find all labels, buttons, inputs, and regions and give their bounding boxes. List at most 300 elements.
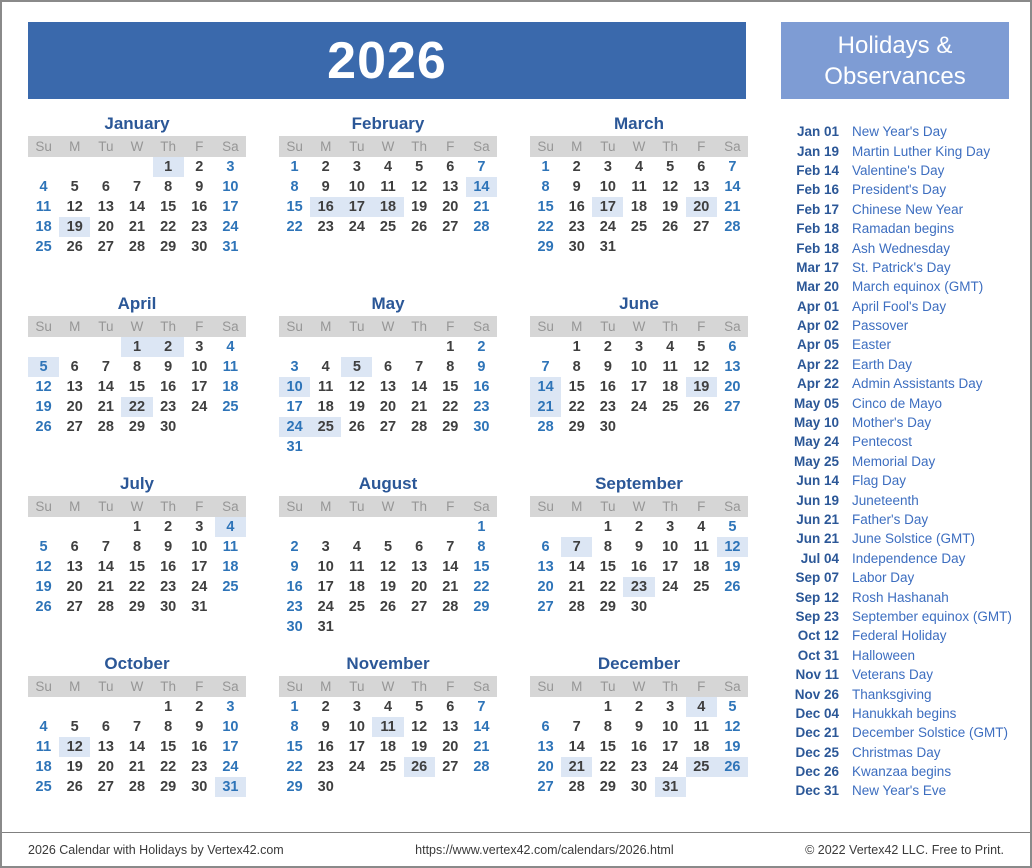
weekday-header-su: Su xyxy=(35,319,52,334)
day-july-23: 23 xyxy=(160,579,177,595)
day-september-14: 14 xyxy=(568,559,585,575)
holiday-row xyxy=(792,200,1022,219)
empty-cell xyxy=(686,777,717,797)
weekday-header-su: Su xyxy=(286,499,303,514)
footer-copyright: © 2022 Vertex42 LLC. Free to Print. xyxy=(805,842,1004,857)
holiday-row xyxy=(792,297,1022,316)
day-february-26: 26 xyxy=(411,219,428,235)
empty-cell xyxy=(310,337,341,357)
day-march-24: 24 xyxy=(599,219,616,235)
day-march-30: 30 xyxy=(568,239,585,255)
weekday-header-m: M xyxy=(320,319,332,334)
holiday-name: December Solstice (GMT) xyxy=(852,725,1009,741)
day-february-24: 24 xyxy=(348,219,365,235)
day-august-22: 22 xyxy=(473,579,490,595)
weekday-header-sa: Sa xyxy=(222,679,239,694)
day-september-9: 9 xyxy=(634,539,644,555)
day-may-16: 16 xyxy=(473,379,490,395)
week-row xyxy=(530,737,748,757)
day-february-17: 17 xyxy=(341,197,372,217)
day-june-4: 4 xyxy=(666,339,675,355)
day-august-5: 5 xyxy=(383,539,393,555)
day-february-8: 8 xyxy=(290,179,299,195)
weekday-header-row xyxy=(530,496,748,517)
empty-cell xyxy=(717,417,748,437)
day-october-12: 12 xyxy=(59,737,90,757)
day-april-9: 9 xyxy=(164,359,173,375)
weekday-header-f: F xyxy=(697,679,706,694)
day-july-15: 15 xyxy=(128,559,146,575)
holiday-date: Apr 22 xyxy=(796,356,839,372)
holiday-row xyxy=(792,568,1022,587)
day-february-21: 21 xyxy=(473,199,490,215)
day-september-27: 27 xyxy=(537,599,554,615)
day-january-18: 18 xyxy=(35,219,52,235)
day-december-1: 1 xyxy=(603,699,612,715)
holiday-name: Veterans Day xyxy=(852,667,934,683)
empty-cell xyxy=(623,417,654,437)
year-title: 2026 xyxy=(327,31,447,90)
week-row xyxy=(279,617,497,637)
empty-cell xyxy=(372,617,403,637)
day-january-30: 30 xyxy=(191,239,208,255)
day-november-18: 18 xyxy=(379,739,397,755)
empty-cell xyxy=(59,157,90,177)
day-december-16: 16 xyxy=(630,739,648,755)
weekday-header-f: F xyxy=(446,319,455,334)
weekday-header-w: W xyxy=(130,139,144,154)
day-july-10: 10 xyxy=(191,539,208,555)
day-march-4: 4 xyxy=(634,159,644,175)
holiday-date: Dec 21 xyxy=(795,725,839,741)
holiday-date: Apr 02 xyxy=(796,318,839,334)
week-row xyxy=(279,517,497,537)
day-february-7: 7 xyxy=(477,159,486,175)
day-april-12: 12 xyxy=(35,379,52,395)
holiday-row xyxy=(792,258,1022,277)
day-february-11: 11 xyxy=(380,179,396,195)
week-row xyxy=(28,337,246,357)
weekday-header-sa: Sa xyxy=(222,319,239,334)
week-row xyxy=(279,337,497,357)
holiday-date: Mar 17 xyxy=(796,259,839,275)
day-october-21: 21 xyxy=(128,759,146,775)
day-september-17: 17 xyxy=(662,559,679,575)
day-january-7: 7 xyxy=(132,179,142,195)
day-november-11: 11 xyxy=(372,717,403,737)
day-april-20: 20 xyxy=(66,399,83,415)
weekday-header-sa: Sa xyxy=(473,679,490,694)
day-november-15: 15 xyxy=(286,739,303,755)
day-july-25: 25 xyxy=(222,579,239,595)
holiday-row xyxy=(792,723,1022,742)
week-row xyxy=(28,397,246,417)
empty-cell xyxy=(59,697,90,717)
empty-cell xyxy=(372,337,403,357)
holiday-name: Father's Day xyxy=(852,512,929,527)
day-december-23: 23 xyxy=(630,759,648,775)
day-march-20: 20 xyxy=(686,197,717,217)
weekday-header-w: W xyxy=(381,139,395,154)
day-january-5: 5 xyxy=(70,179,79,195)
day-january-6: 6 xyxy=(101,179,110,195)
week-row xyxy=(530,757,748,777)
week-row xyxy=(279,697,497,717)
day-march-26: 26 xyxy=(662,219,679,235)
weekday-header-row xyxy=(279,136,497,157)
day-february-28: 28 xyxy=(473,219,490,235)
holiday-name: Thanksgiving xyxy=(852,686,932,702)
day-may-24: 24 xyxy=(279,417,310,437)
holiday-row xyxy=(792,374,1022,393)
day-september-20: 20 xyxy=(537,579,554,595)
empty-cell xyxy=(121,157,152,177)
holiday-date: Feb 18 xyxy=(796,240,839,256)
day-may-21: 21 xyxy=(411,399,428,415)
weekday-header-su: Su xyxy=(286,319,303,334)
day-september-8: 8 xyxy=(603,539,612,555)
month-april xyxy=(28,294,246,474)
weekday-header-tu: Tu xyxy=(600,139,616,154)
day-september-13: 13 xyxy=(537,559,554,575)
year-banner xyxy=(28,22,746,99)
weekday-header-m: M xyxy=(69,679,81,694)
day-march-21: 21 xyxy=(724,199,741,215)
footer-url: https://www.vertex42.com/calendars/2026.html xyxy=(415,842,674,857)
day-july-28: 28 xyxy=(97,599,114,615)
weekday-header-m: M xyxy=(69,139,81,154)
weekday-header-th: Th xyxy=(160,499,177,514)
empty-cell xyxy=(686,597,717,617)
day-august-27: 27 xyxy=(411,599,428,615)
day-may-8: 8 xyxy=(446,359,455,375)
week-row xyxy=(28,177,246,197)
weekday-header-tu: Tu xyxy=(98,499,114,514)
day-february-20: 20 xyxy=(442,199,459,215)
footer-attribution: 2026 Calendar with Holidays by Vertex42.com xyxy=(28,842,284,857)
week-row xyxy=(530,517,748,537)
holiday-name: Passover xyxy=(852,318,909,334)
day-august-14: 14 xyxy=(442,559,459,575)
week-row xyxy=(530,697,748,717)
day-november-8: 8 xyxy=(290,719,299,735)
day-october-5: 5 xyxy=(70,719,79,735)
holiday-name: Mother's Day xyxy=(852,415,932,431)
holiday-name: Memorial Day xyxy=(852,453,936,469)
empty-cell xyxy=(655,237,686,257)
week-row xyxy=(530,237,748,257)
day-august-2: 2 xyxy=(290,539,299,555)
holiday-name: Independence Day xyxy=(852,550,966,566)
empty-cell xyxy=(530,337,561,357)
day-may-25: 25 xyxy=(310,417,341,437)
day-june-26: 26 xyxy=(693,399,710,415)
week-row xyxy=(279,717,497,737)
day-march-14: 14 xyxy=(724,179,741,195)
day-october-3: 3 xyxy=(226,699,235,715)
day-october-16: 16 xyxy=(191,739,208,755)
month-title: June xyxy=(619,294,659,313)
day-february-6: 6 xyxy=(446,159,455,175)
day-may-20: 20 xyxy=(379,399,397,415)
month-june xyxy=(530,294,748,474)
weekday-header-row xyxy=(28,496,246,517)
day-march-23: 23 xyxy=(568,219,585,235)
day-october-11: 11 xyxy=(35,739,52,755)
week-row xyxy=(530,557,748,577)
holiday-date: Oct 31 xyxy=(797,647,839,663)
week-row xyxy=(28,377,246,397)
day-november-9: 9 xyxy=(321,719,330,735)
weekday-header-th: Th xyxy=(662,679,679,694)
holidays-observances-header xyxy=(781,22,1009,99)
day-november-20: 20 xyxy=(442,739,459,755)
week-row xyxy=(28,557,246,577)
day-november-2: 2 xyxy=(321,699,330,715)
week-row xyxy=(530,177,748,197)
day-march-10: 10 xyxy=(599,179,616,195)
day-december-21: 21 xyxy=(561,757,592,777)
day-july-4: 4 xyxy=(215,517,246,537)
empty-cell xyxy=(717,597,748,617)
day-october-18: 18 xyxy=(35,759,52,775)
day-february-4: 4 xyxy=(383,159,393,175)
week-row xyxy=(279,537,497,557)
day-october-24: 24 xyxy=(222,759,239,775)
weekday-header-su: Su xyxy=(35,679,52,694)
day-november-19: 19 xyxy=(411,739,428,755)
week-row xyxy=(530,157,748,177)
empty-cell xyxy=(279,517,310,537)
day-april-8: 8 xyxy=(132,359,142,375)
empty-cell xyxy=(404,617,435,637)
weekday-header-f: F xyxy=(697,139,706,154)
day-july-3: 3 xyxy=(195,519,204,535)
week-row xyxy=(530,397,748,417)
holiday-row xyxy=(792,665,1022,684)
holiday-name: Christmas Day xyxy=(852,744,941,760)
day-october-19: 19 xyxy=(66,759,83,775)
weekday-header-f: F xyxy=(195,499,204,514)
day-august-6: 6 xyxy=(415,539,424,555)
month-title: September xyxy=(595,474,683,493)
day-july-12: 12 xyxy=(35,559,52,575)
day-november-4: 4 xyxy=(383,699,393,715)
holiday-name: Halloween xyxy=(852,647,916,663)
week-row xyxy=(28,237,246,257)
day-august-15: 15 xyxy=(473,559,490,575)
day-september-26: 26 xyxy=(724,579,741,595)
day-june-30: 30 xyxy=(599,419,616,435)
day-november-22: 22 xyxy=(286,759,303,775)
day-march-18: 18 xyxy=(630,199,648,215)
holiday-name: Admin Assistants Day xyxy=(852,376,983,392)
empty-cell xyxy=(121,697,152,717)
empty-cell xyxy=(623,237,654,257)
day-november-24: 24 xyxy=(348,759,365,775)
day-february-5: 5 xyxy=(415,159,424,175)
day-january-9: 9 xyxy=(195,179,204,195)
day-may-13: 13 xyxy=(379,379,397,395)
holiday-date: Oct 12 xyxy=(797,628,839,644)
day-may-1: 1 xyxy=(446,339,455,355)
day-november-16: 16 xyxy=(317,739,334,755)
day-october-9: 9 xyxy=(195,719,204,735)
week-row xyxy=(530,337,748,357)
footer xyxy=(2,832,1030,866)
day-november-26: 26 xyxy=(404,757,435,777)
week-row xyxy=(28,597,246,617)
day-may-31: 31 xyxy=(286,439,303,455)
holiday-row xyxy=(792,219,1022,238)
day-january-28: 28 xyxy=(128,239,146,255)
day-march-13: 13 xyxy=(693,179,710,195)
day-september-3: 3 xyxy=(666,519,675,535)
day-may-27: 27 xyxy=(379,419,397,435)
day-september-10: 10 xyxy=(662,539,679,555)
weekday-header-row xyxy=(279,676,497,697)
empty-cell xyxy=(341,617,372,637)
day-january-14: 14 xyxy=(128,199,146,215)
weekday-header-row xyxy=(28,676,246,697)
day-june-14: 14 xyxy=(530,377,561,397)
day-january-8: 8 xyxy=(164,179,173,195)
day-october-17: 17 xyxy=(222,739,239,755)
holiday-row xyxy=(792,238,1022,257)
day-may-12: 12 xyxy=(348,379,365,395)
empty-cell xyxy=(341,437,372,457)
day-february-18: 18 xyxy=(372,197,403,217)
day-march-28: 28 xyxy=(724,219,741,235)
week-row xyxy=(279,557,497,577)
holiday-date: Nov 11 xyxy=(795,667,839,683)
holiday-row xyxy=(792,122,1022,141)
day-january-27: 27 xyxy=(97,239,114,255)
day-october-15: 15 xyxy=(160,739,177,755)
day-august-8: 8 xyxy=(477,539,486,555)
day-april-27: 27 xyxy=(66,419,83,435)
day-july-24: 24 xyxy=(191,579,208,595)
day-november-21: 21 xyxy=(473,739,490,755)
day-january-31: 31 xyxy=(222,239,239,255)
day-january-24: 24 xyxy=(222,219,239,235)
month-title: April xyxy=(117,294,157,313)
day-september-4: 4 xyxy=(697,519,706,535)
holiday-name: April Fool's Day xyxy=(852,298,947,314)
day-november-27: 27 xyxy=(442,759,459,775)
day-july-9: 9 xyxy=(164,539,173,555)
day-october-6: 6 xyxy=(101,719,110,735)
day-june-12: 12 xyxy=(693,359,710,375)
weekday-header-sa: Sa xyxy=(724,499,741,514)
empty-cell xyxy=(372,437,403,457)
weekday-header-th: Th xyxy=(411,139,428,154)
day-july-14: 14 xyxy=(97,559,114,575)
holiday-date: Jun 14 xyxy=(796,473,839,489)
holiday-name: Juneteenth xyxy=(852,492,919,508)
day-january-12: 12 xyxy=(66,199,83,215)
day-october-10: 10 xyxy=(222,719,239,735)
day-september-6: 6 xyxy=(541,539,550,555)
day-march-29: 29 xyxy=(537,239,554,255)
week-row xyxy=(530,537,748,557)
day-january-25: 25 xyxy=(35,239,52,255)
weekday-header-w: W xyxy=(632,319,646,334)
weekday-header-sa: Sa xyxy=(473,499,490,514)
week-row xyxy=(28,417,246,437)
empty-cell xyxy=(717,237,748,257)
weekday-header-su: Su xyxy=(35,139,52,154)
day-august-9: 9 xyxy=(290,559,299,575)
day-july-30: 30 xyxy=(160,599,177,615)
day-march-1: 1 xyxy=(541,159,550,175)
day-june-20: 20 xyxy=(724,379,741,395)
day-july-26: 26 xyxy=(35,599,52,615)
day-march-15: 15 xyxy=(537,199,554,215)
empty-cell xyxy=(404,437,435,457)
weekday-header-f: F xyxy=(195,679,204,694)
day-june-2: 2 xyxy=(603,339,612,355)
holiday-row xyxy=(792,452,1022,471)
day-april-11: 11 xyxy=(222,359,239,375)
empty-cell xyxy=(59,517,90,537)
day-june-7: 7 xyxy=(541,359,550,375)
day-january-15: 15 xyxy=(160,199,177,215)
day-june-3: 3 xyxy=(634,339,644,355)
day-december-31: 31 xyxy=(655,777,686,797)
day-february-23: 23 xyxy=(317,219,334,235)
weekday-header-th: Th xyxy=(662,139,679,154)
day-july-19: 19 xyxy=(35,579,52,595)
holiday-date: Dec 31 xyxy=(795,783,839,799)
week-row xyxy=(530,377,748,397)
day-october-30: 30 xyxy=(191,779,208,795)
day-may-19: 19 xyxy=(348,399,365,415)
weekday-header-sa: Sa xyxy=(222,139,239,154)
holiday-row xyxy=(792,684,1022,703)
week-row xyxy=(279,157,497,177)
day-january-16: 16 xyxy=(191,199,208,215)
day-october-2: 2 xyxy=(195,699,204,715)
day-december-12: 12 xyxy=(724,719,741,735)
month-title: November xyxy=(346,654,430,673)
holiday-date: Apr 22 xyxy=(796,376,839,392)
weekday-header-tu: Tu xyxy=(349,139,365,154)
holiday-name: March equinox (GMT) xyxy=(852,279,984,295)
weekday-header-tu: Tu xyxy=(600,679,616,694)
day-august-16: 16 xyxy=(286,579,303,595)
weekday-header-w: W xyxy=(632,139,646,154)
weekday-header-m: M xyxy=(69,319,81,334)
holiday-date: Dec 04 xyxy=(795,705,839,721)
holiday-date: May 10 xyxy=(793,415,839,431)
week-row xyxy=(28,357,246,377)
day-april-19: 19 xyxy=(35,399,52,415)
empty-cell xyxy=(435,517,466,537)
week-row xyxy=(28,717,246,737)
empty-cell xyxy=(372,517,403,537)
weekday-header-su: Su xyxy=(537,499,554,514)
day-may-23: 23 xyxy=(473,399,490,415)
weekday-header-f: F xyxy=(697,319,706,334)
holiday-date: Apr 01 xyxy=(796,298,839,314)
week-row xyxy=(28,577,246,597)
holiday-date: Jun 21 xyxy=(796,512,839,527)
empty-cell xyxy=(466,437,497,457)
day-december-17: 17 xyxy=(662,739,679,755)
empty-cell xyxy=(530,517,561,537)
day-june-27: 27 xyxy=(724,399,741,415)
